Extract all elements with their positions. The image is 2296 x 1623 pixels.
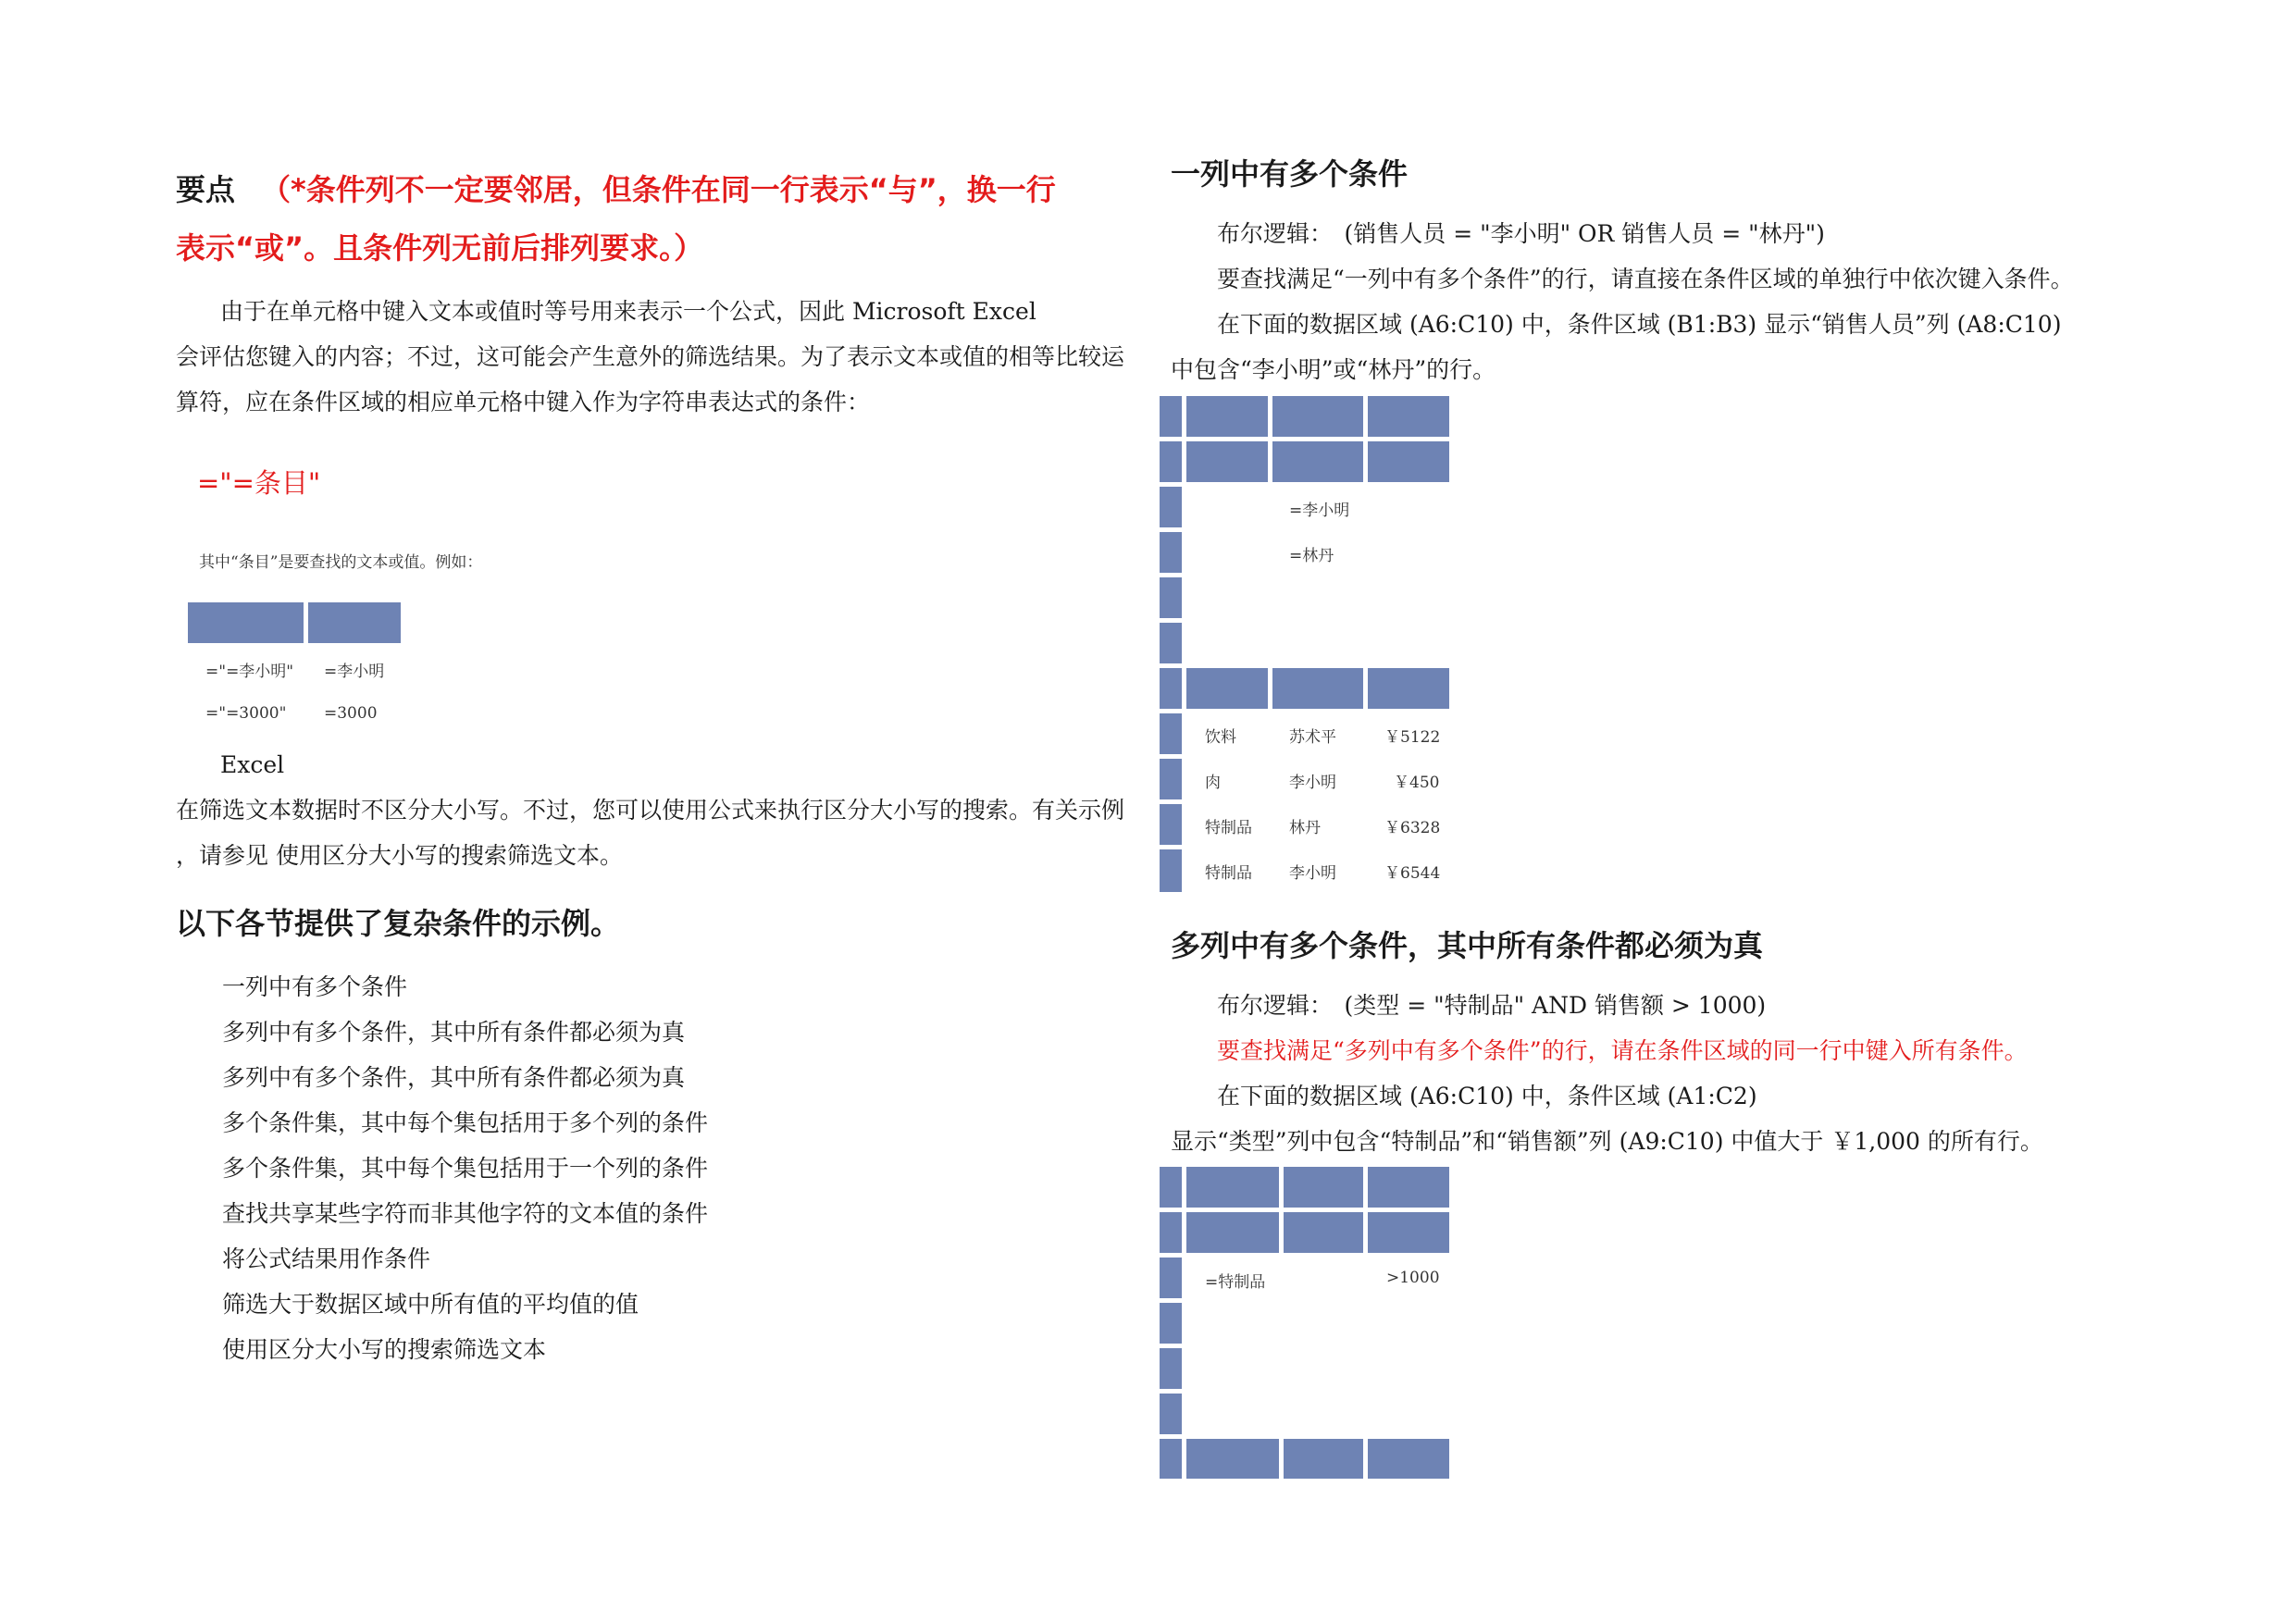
grid1-header-cell [1272, 396, 1363, 437]
grid2-header-cell [1186, 1167, 1279, 1208]
key-label: 要点 [176, 172, 236, 207]
grid1-data-header-cell [1272, 668, 1363, 709]
grid1-header-cell [1186, 396, 1268, 437]
section2-heading: 多列中有多个条件，其中所有条件都必须为真 [1171, 928, 1764, 963]
toc-item[interactable]: 将公式结果用作条件 [222, 1245, 431, 1272]
toc-item[interactable]: 一列中有多个条件 [222, 973, 408, 1000]
example-header-cell-2 [308, 602, 401, 643]
section2-line2: 要查找满足“多列中有多个条件”的行，请在条件区域的同一行中键入所有条件。 [1217, 1037, 2028, 1064]
grid2-criteria-type: =特制品 [1205, 1273, 1266, 1292]
section1-bool: 布尔逻辑： (销售人员 = "李小明" OR 销售人员 = "林丹") [1217, 220, 1825, 247]
para1-line1: 由于在单元格中键入文本或值时等号用来表示一个公式，因此 Microsoft Excel [220, 298, 1036, 325]
grid1-data-header-cell [1186, 668, 1268, 709]
section2-bool: 布尔逻辑： (类型 = "特制品" AND 销售额 > 1000) [1217, 992, 1767, 1019]
grid1-type: 特制品 [1205, 864, 1252, 883]
section1-line2: 要查找满足“一列中有多个条件”的行，请直接在条件区域的单独行中依次键入条件。 [1217, 266, 2074, 292]
grid1-amount: ￥6544 [1384, 864, 1441, 883]
grid1-person: 苏术平 [1289, 728, 1336, 747]
section2-line3: 在下面的数据区域 (A6:C10) 中，条件区域 (A1:C2) [1217, 1083, 1757, 1109]
section1-line4: 中包含“李小明”或“林丹”的行。 [1171, 356, 1496, 383]
section1-heading: 一列中有多个条件 [1171, 156, 1409, 192]
grid2-row-header-strip [1160, 1167, 1182, 1479]
grid1-person: 林丹 [1289, 819, 1321, 837]
section-heading: 以下各节提供了复杂条件的示例。 [176, 906, 621, 941]
grid1-type: 肉 [1205, 774, 1221, 792]
grid1-person: 李小明 [1289, 864, 1336, 883]
grid2-data-header-cell [1368, 1439, 1449, 1479]
grid1-header-cell [1368, 441, 1449, 482]
key-note-line2: 表示“或”。且条件列无前后排列要求。） [176, 230, 704, 266]
grid1-person: 李小明 [1289, 774, 1336, 792]
grid2-header-cell [1186, 1212, 1279, 1253]
formula-example: ="=条目" [197, 467, 321, 499]
toc-item[interactable]: 筛选大于数据区域中所有值的平均值的值 [222, 1291, 639, 1318]
grid1-amount: ￥5122 [1384, 728, 1441, 747]
grid1-criteria-2: =林丹 [1289, 547, 1334, 565]
grid2-data-header-cell [1186, 1439, 1279, 1479]
grid1-type: 特制品 [1205, 819, 1252, 837]
grid2-header-cell [1368, 1212, 1449, 1253]
grid2-header-cell [1368, 1167, 1449, 1208]
toc-item[interactable]: 多个条件集，其中每个集包括用于一个列的条件 [222, 1155, 709, 1182]
grid2-criteria-amount: >1000 [1386, 1269, 1440, 1287]
grid1-amount: ￥450 [1394, 774, 1440, 792]
grid1-header-cell [1368, 396, 1449, 437]
para1-line2: 会评估您键入的内容；不过，这可能会产生意外的筛选结果。为了表示文本或值的相等比较运 [176, 343, 1125, 370]
grid1-header-cell [1272, 441, 1363, 482]
example-result-1: =李小明 [324, 663, 385, 681]
example-header-cell-1 [188, 602, 304, 643]
example-result-2: =3000 [324, 704, 378, 723]
example-typed-2: ="=3000" [205, 704, 287, 723]
grid1-header-cell [1186, 441, 1268, 482]
toc-item[interactable]: 使用区分大小写的搜索筛选文本 [222, 1336, 547, 1363]
grid2-header-cell [1284, 1167, 1363, 1208]
toc-item[interactable]: 多列中有多个条件，其中所有条件都必须为真 [222, 1064, 686, 1091]
grid1-row-header-strip [1160, 396, 1182, 892]
example-note: 其中“条目”是要查找的文本或值。例如： [199, 553, 483, 572]
example-typed-1: ="=李小明" [205, 663, 294, 681]
grid1-criteria-1: =李小明 [1289, 502, 1350, 520]
grid1-data-header-cell [1368, 668, 1449, 709]
para1-line3: 算符，应在条件区域的相应单元格中键入作为字符串表达式的条件： [176, 389, 871, 415]
grid1-amount: ￥6328 [1384, 819, 1441, 837]
key-note-line1: （*条件列不一定要邻居，但条件在同一行表示“与”，换一行 [261, 172, 1056, 207]
section1-line3: 在下面的数据区域 (A6:C10) 中，条件区域 (B1:B3) 显示“销售人员”列 (A8:C10) [1217, 311, 2062, 338]
toc-item[interactable]: 多列中有多个条件，其中所有条件都必须为真 [222, 1019, 686, 1046]
para2-line1: 在筛选文本数据时不区分大小写。不过，您可以使用公式来执行区分大小写的搜索。有关示例 [176, 797, 1125, 824]
section2-line4: 显示“类型”列中包含“特制品”和“销售额”列 (A9:C10) 中值大于 ￥1,000 的所有行。 [1171, 1128, 2043, 1155]
toc-item[interactable]: 查找共享某些字符而非其他字符的文本值的条件 [222, 1200, 709, 1227]
excel-word: Excel [220, 751, 285, 778]
grid1-type: 饮料 [1205, 728, 1236, 747]
grid2-data-header-cell [1284, 1439, 1363, 1479]
grid2-header-cell [1284, 1212, 1363, 1253]
toc-item[interactable]: 多个条件集，其中每个集包括用于多个列的条件 [222, 1109, 709, 1136]
para2-line2: ，请参见 使用区分大小写的搜索筛选文本。 [176, 842, 623, 869]
